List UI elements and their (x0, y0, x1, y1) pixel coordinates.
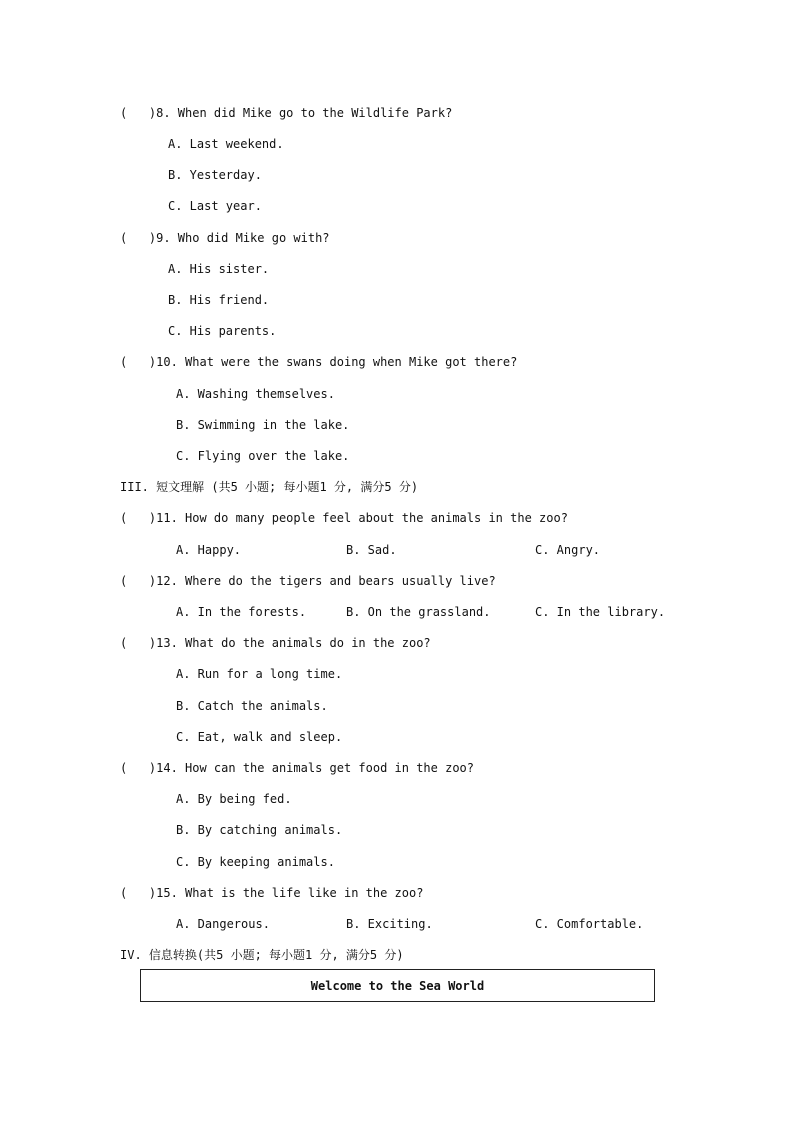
question-10-option-c: C. Flying over the lake. (176, 449, 350, 463)
section-3-heading: III. 短文理解 (共5 小题; 每小题1 分, 满分5 分) (120, 480, 419, 494)
question-15-stem: ( )15. What is the life like in the zoo? (120, 886, 424, 900)
question-8-option-a: A. Last weekend. (168, 137, 284, 151)
question-13-option-b: B. Catch the animals. (176, 699, 328, 713)
question-13-option-c: C. Eat, walk and sleep. (176, 730, 343, 744)
question-8-option-c: C. Last year. (168, 199, 262, 213)
question-15-option-c: C. Comfortable. (535, 917, 644, 931)
question-10-option-a: A. Washing themselves. (176, 387, 335, 401)
question-11-option-b: B. Sad. (346, 543, 397, 557)
section-4-heading: IV. 信息转换(共5 小题; 每小题1 分, 满分5 分) (120, 948, 404, 962)
question-11-stem: ( )11. How do many people feel about the animals in the zoo? (120, 511, 568, 525)
question-9-option-a: A. His sister. (168, 262, 270, 276)
question-14-option-b: B. By catching animals. (176, 823, 343, 837)
question-9-stem: ( )9. Who did Mike go with? (120, 231, 330, 245)
question-9-option-c: C. His parents. (168, 324, 277, 338)
question-10-option-b: B. Swimming in the lake. (176, 418, 350, 432)
info-box-title: Welcome to the Sea World (310, 979, 485, 993)
question-11-option-c: C. Angry. (535, 543, 601, 557)
question-12-option-c: C. In the library. (535, 605, 666, 619)
question-12-stem: ( )12. Where do the tigers and bears usually live? (120, 574, 496, 588)
question-9-option-b: B. His friend. (168, 293, 270, 307)
question-14-stem: ( )14. How can the animals get food in the zoo? (120, 761, 475, 775)
question-15-option-a: A. Dangerous. (176, 917, 270, 931)
question-8-option-b: B. Yesterday. (168, 168, 262, 182)
sea-world-info-box (140, 969, 655, 1002)
question-11-option-a: A. Happy. (176, 543, 242, 557)
question-14-option-c: C. By keeping animals. (176, 855, 335, 869)
question-13-option-a: A. Run for a long time. (176, 667, 343, 681)
question-15-option-b: B. Exciting. (346, 917, 433, 931)
question-13-stem: ( )13. What do the animals do in the zoo? (120, 636, 431, 650)
question-12-option-a: A. In the forests. (176, 605, 307, 619)
question-10-stem: ( )10. What were the swans doing when Mike got there? (120, 355, 518, 369)
question-12-option-b: B. On the grassland. (346, 605, 491, 619)
question-8-stem: ( )8. When did Mike go to the Wildlife Park? (120, 106, 453, 120)
question-14-option-a: A. By being fed. (176, 792, 292, 806)
